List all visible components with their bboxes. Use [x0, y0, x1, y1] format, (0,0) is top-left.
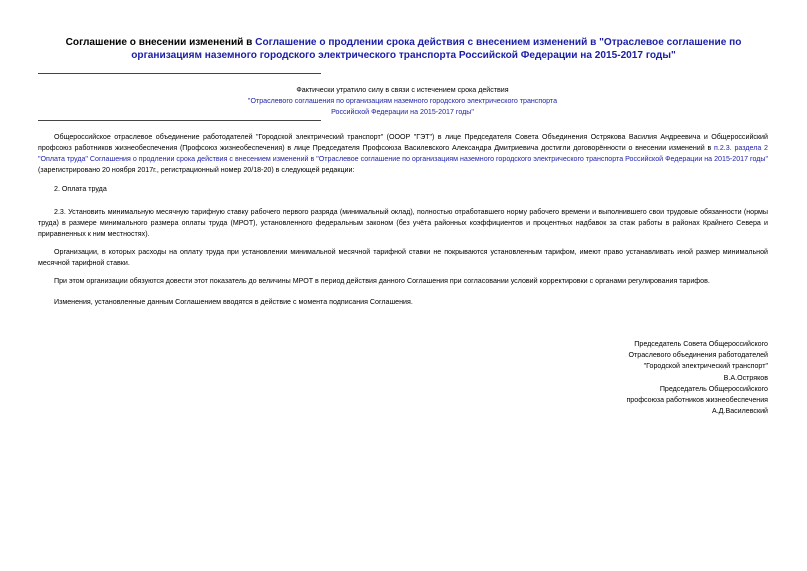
mrot-paragraph: При этом организации обязуются довести этот показатель до величины МРОТ в период действия данного Соглашения при согласовании условий корректировки с органами регулирования тарифов. — [54, 277, 710, 285]
status-note-text: Фактически утратило силу в связи с истечением срока действия — [296, 86, 509, 94]
status-note-link-line2[interactable]: Российской Федерации на 2015-2017 годы" — [331, 108, 474, 116]
title-prefix: Соглашение о внесении изменений в — [65, 37, 256, 48]
intro-text-a: Общероссийское отраслевое объединение работодателей "Городской электрический транспорт" (ОООР "ГЭТ") в лице Председателя Совета Объединения Острякова Василия Андреевича и Общероссийский профсоюз работников жизнеобеспечения (Профсоюз жизнеобеспечения) в лице Председателя Профсоюза Василевского Александра Дмитриевича достигли договорённости о внесении изменений в — [38, 133, 768, 152]
signature-line: "Городской электрический транспорт" — [643, 362, 768, 371]
signature-name: В.А.Остряков — [723, 373, 768, 382]
signature-line: Председатель Общероссийского — [659, 384, 768, 393]
intro-clause-link[interactable]: п.2.3. раздела 2 "Оплата труда" Соглашения о продлении срока действия с внесением изменений в "Отраслевое соглашение по организациям наземного городского электрического транспорта Российской Федерации на 2015-2017 годы" — [38, 144, 768, 163]
section-heading: 2. Оплата труда — [54, 185, 107, 193]
title-document-link[interactable]: Соглашение о продлении срока действия с внесением изменений в "Отраслевое соглашение по организациям наземного городского электрического транспорта Российской Федерации на 2015-2017 годы" — [131, 37, 742, 61]
intro-paragraph — [38, 132, 768, 176]
divider-top — [38, 73, 321, 74]
intro-text-b: (зарегистрировано 20 ноября 2017г., регистрационный номер 20/18-20) в следующей редакции: — [38, 166, 355, 174]
signature-block — [560, 339, 768, 417]
signature-line: Председатель Совета Общероссийского — [634, 340, 768, 348]
effect-paragraph: Изменения, установленные данным Соглашением вводятся в действие с момента подписания Соглашения. — [54, 298, 413, 306]
signature-line: профсоюза работников жизнеобеспечения — [626, 396, 768, 405]
clause-2-3: 2.3. Установить минимальную месячную тарифную ставку рабочего первого разряда (минимальный оклад), полностью отработавшего норму рабочего времени и выполнившего свои трудовые обязанности (нормы труда) в размере минимального размера оплаты труда (МРОТ), установленного федеральным законом (без учёта районных коэффициентов и процентных надбавок за стаж работы в районах Крайнего Севера и приравненных к ним местностях). — [38, 208, 768, 238]
organizations-paragraph: Организации, в которых расходы на оплату труда при установлении минимальной месячной тарифной ставки не покрываются установленным тарифом, имеют право устанавливать иной размер минимальной месячной тарифной ставки. — [38, 248, 768, 267]
status-note — [180, 85, 625, 118]
signature-line: Отраслевого объединения работодателей — [628, 351, 768, 360]
status-note-link-line1[interactable]: "Отраслевого соглашения по организациям наземного городского электрического транспорта — [247, 97, 558, 105]
document-title — [40, 36, 767, 62]
signature-name: А.Д.Василевский — [711, 407, 768, 416]
divider-bottom — [38, 120, 321, 121]
